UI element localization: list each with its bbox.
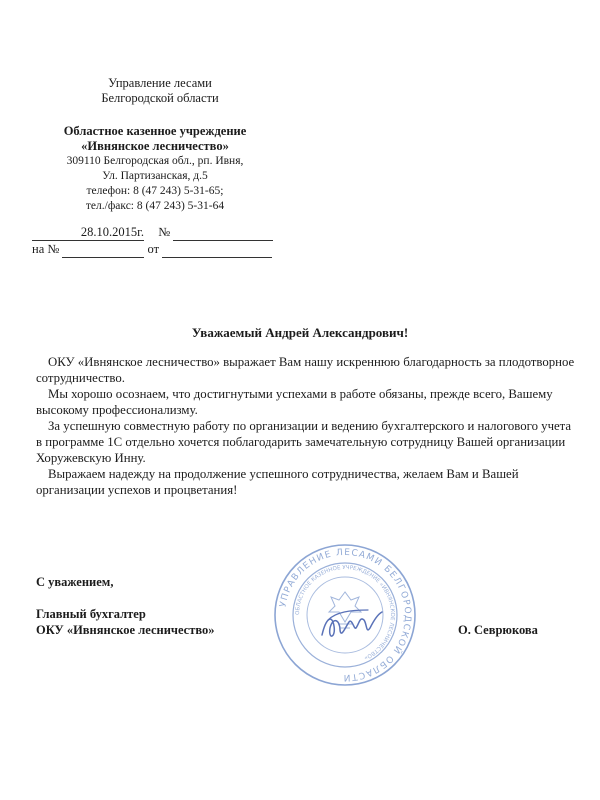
reference-to-line — [32, 242, 272, 258]
authority-line-2: Белгородской области — [101, 91, 219, 105]
org-name: «Ивнянское лесничество» — [81, 139, 229, 153]
signer-position: Главный бухгалтер — [36, 607, 146, 621]
handwritten-signature — [322, 612, 382, 636]
paragraph-3: За успешную совместную работу по организации и ведению бухгалтерского и налогового учета в программе 1С отдельно хочется поблагодарить замечательную сотрудницу Вашей организации Хоружевскую Инну. — [36, 419, 572, 465]
org-type: Областное казенное учреждение — [63, 124, 247, 138]
authority-line-1: Управление лесами — [108, 76, 212, 90]
letter-body — [36, 354, 576, 498]
paragraph-1: ОКУ «Ивнянское лесничество» выражает Вам нашу искреннюю благодарность за плодотворное сотрудничество. — [36, 355, 575, 385]
salutation: Уважаемый Андрей Александрович! — [191, 325, 409, 340]
address-line-2: Ул. Партизанская, д.5 — [102, 170, 208, 182]
stamp-outer-text: УПРАВЛЕНИЕ ЛЕСАМИ БЕЛГОРОДСКОЙ ОБЛАСТИ — [278, 547, 413, 683]
paragraph-4: Выражаем надежду на продолжение успешного сотрудничества, желаем Вам и Вашей организации успехов и процветания! — [36, 467, 519, 497]
reference-date-line — [32, 225, 273, 241]
signer-organization: ОКУ «Ивнянское лесничество» — [36, 623, 215, 637]
paragraph-2: Мы хорошо осознаем, что достигнутыми успехами в работе обязаны, прежде всего, Вашему высокому профессионализму. — [36, 387, 553, 417]
fax-line: тел./факс: 8 (47 243) 5-31-64 — [85, 200, 225, 212]
number-label: № — [158, 225, 171, 239]
stamp-inner-text: ОБЛАСТНОЕ КАЗЕННОЕ УЧРЕЖДЕНИЕ «ИВНЯНСКОЕ ЛЕСНИЧЕСТВО» — [294, 564, 396, 661]
phone-line: телефон: 8 (47 243) 5-31-65; — [86, 185, 224, 197]
from-label: от — [147, 242, 160, 256]
official-stamp — [270, 540, 420, 690]
to-label: на № — [32, 242, 60, 256]
closing: С уважением, — [36, 575, 114, 589]
organization-block — [30, 124, 280, 214]
signer-name: О. Севрюкова — [458, 623, 538, 637]
letter-date: 28.10.2015г. — [80, 225, 144, 239]
address-line-1: 309110 Белгородская обл., рп. Ивня, — [66, 155, 244, 167]
authority-block — [60, 76, 260, 106]
